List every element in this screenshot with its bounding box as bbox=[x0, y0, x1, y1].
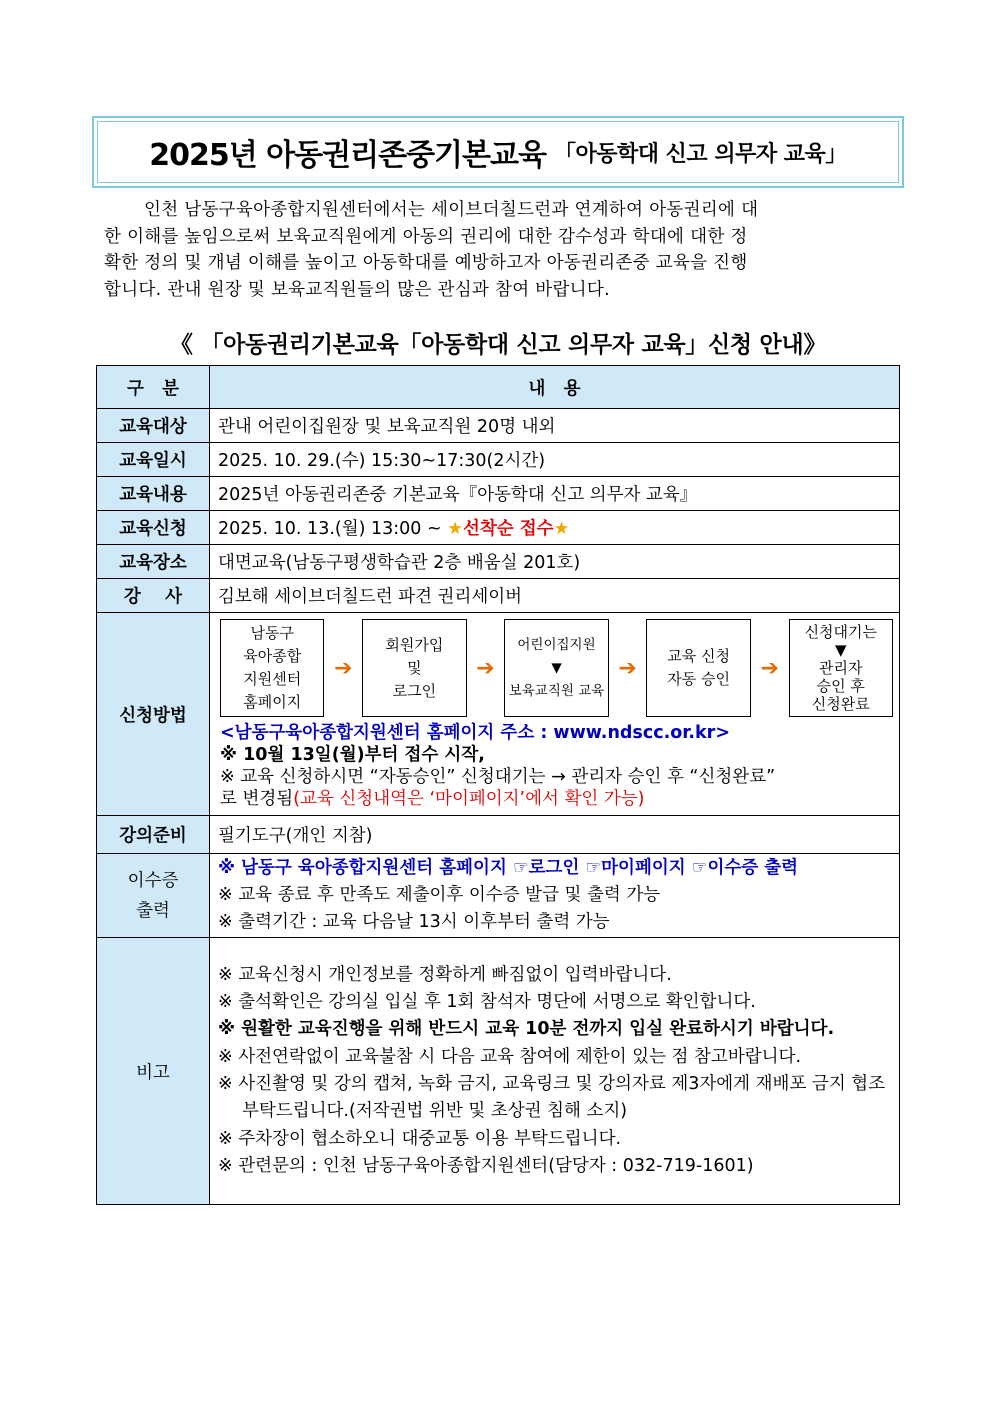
row-label-method: 신청방법 bbox=[97, 613, 210, 816]
note-text-red: (교육 신청내역은 ‘마이페이지’에서 확인 가능) bbox=[293, 789, 645, 809]
remark-item: ※ 주차장이 협소하오니 대중교통 이용 부탁드립니다. bbox=[218, 1128, 622, 1149]
flow-text: 자동 승인 bbox=[667, 670, 731, 688]
row-label-prep: 강의준비 bbox=[97, 816, 210, 854]
first-come-label: 선착순 접수 bbox=[462, 519, 554, 539]
arrow-right-icon: ➔ bbox=[760, 655, 779, 681]
table-row bbox=[97, 579, 900, 613]
intro-line: 한 이해를 높임으로써 보육교직원에게 아동의 권리에 대한 감수성과 학대에 대한 정 bbox=[104, 226, 748, 247]
arrow-right-icon: ➔ bbox=[476, 655, 495, 681]
row-value-certificate bbox=[210, 854, 900, 938]
flow-text: 교육 신청 bbox=[667, 647, 731, 665]
table-row bbox=[97, 854, 900, 938]
star-icon: ★ bbox=[447, 519, 463, 539]
remark-item: ※ 출석확인은 강의실 입실 후 1회 참석자 명단에 서명으로 확인합니다. bbox=[218, 992, 756, 1013]
row-label-content: 교육내용 bbox=[97, 477, 210, 511]
start-notice: ※ 10월 13일(월)부터 접수 시작, bbox=[220, 745, 485, 765]
row-label-apply: 교육신청 bbox=[97, 511, 210, 545]
intro-paragraph bbox=[104, 197, 890, 303]
flow-step-complete bbox=[789, 619, 893, 717]
apply-date: 2025. 10. 13.(월) 13:00 ~ bbox=[218, 519, 448, 539]
down-triangle-icon: ▼ bbox=[835, 641, 847, 659]
row-value-remarks bbox=[210, 938, 900, 1205]
down-triangle-icon: ▼ bbox=[551, 659, 562, 676]
row-value-target: 관내 어린이집원장 및 보육교직원 20명 내외 bbox=[210, 409, 900, 443]
arrow-right-icon: ➔ bbox=[618, 655, 637, 681]
row-value-instructor: 김보해 세이브더칠드런 파견 권리세이버 bbox=[210, 579, 900, 613]
row-label-place: 교육장소 bbox=[97, 545, 210, 579]
flow-text: 보육교직원 교육 bbox=[508, 682, 605, 699]
remark-item: ※ 원활한 교육진행을 위해 반드시 교육 10분 전까지 입실 완료하시기 바랍니다. bbox=[218, 1019, 835, 1040]
header-category: 구 분 bbox=[97, 366, 210, 409]
star-icon: ★ bbox=[553, 519, 570, 539]
page-title: 2025년 아동권리존중기본교육 bbox=[149, 138, 546, 173]
intro-line: 확한 정의 및 개념 이해를 높이고 아동학대를 예방하고자 아동권리존중 교육을 진행 bbox=[104, 253, 748, 273]
row-label-instructor: 강 사 bbox=[97, 579, 210, 613]
info-table bbox=[96, 365, 900, 1205]
row-value-datetime: 2025. 10. 29.(수) 15:30~17:30(2시간) bbox=[210, 443, 900, 477]
flow-step-menu bbox=[504, 619, 608, 717]
flow-text: 어린이집지원 bbox=[517, 636, 596, 653]
flow-step-homepage bbox=[220, 619, 324, 717]
row-value-content: 2025년 아동권리존중 기본교육『아동학대 신고 의무자 교육』 bbox=[210, 477, 900, 511]
page-subtitle: 「아동학대 신고 의무자 교육」 bbox=[553, 141, 847, 167]
flow-text: 회원가입 bbox=[385, 635, 444, 654]
flow-text: 신청완료 bbox=[811, 695, 870, 713]
row-value-place: 대면교육(남동구평생학습관 2층 배움실 201호) bbox=[210, 545, 900, 579]
flow-text: 육아종합 bbox=[243, 647, 302, 665]
flow-text: 관리자 bbox=[819, 659, 863, 677]
row-label-remarks: 비고 bbox=[97, 938, 210, 1205]
certificate-line: ※ 교육 종료 후 만족도 제출이후 이수증 발급 및 출력 가능 bbox=[218, 885, 661, 905]
table-row bbox=[97, 816, 900, 854]
table-row bbox=[97, 409, 900, 443]
row-value-method bbox=[210, 613, 900, 816]
remark-item: ※ 사진촬영 및 강의 캡쳐, 녹화 금지, 교육링크 및 강의자료 제3자에게 재배포 금지 협조부탁드립니다.(저작권법 위반 및 초상권 침해 소지) bbox=[218, 1074, 886, 1122]
approval-note: ※ 교육 신청하시면 “자동승인” 신청대기는 → 관리자 승인 후 “신청완료” bbox=[220, 767, 776, 787]
certificate-line: ※ 남동구 육아종합지원센터 홈페이지 ☞로그인 ☞마이페이지 ☞이수증 출력 bbox=[218, 858, 799, 878]
table-row bbox=[97, 511, 900, 545]
row-value-prep: 필기도구(개인 지참) bbox=[210, 816, 900, 854]
table-row bbox=[97, 938, 900, 1205]
approval-note-2 bbox=[220, 788, 893, 810]
table-header-row bbox=[97, 366, 900, 409]
flow-text: 승인 후 bbox=[816, 677, 865, 695]
remark-item: ※ 교육신청시 개인정보를 정확하게 빠짐없이 입력바랍니다. bbox=[218, 964, 672, 985]
label-line: 이수증 bbox=[127, 870, 179, 891]
table-row bbox=[97, 545, 900, 579]
flow-text: 홈페이지 bbox=[243, 693, 302, 711]
flow-text: 지원센터 bbox=[243, 670, 302, 688]
table-row bbox=[97, 443, 900, 477]
method-notes bbox=[220, 722, 893, 814]
remark-item: ※ 관련문의 : 인천 남동구육아종합지원센터(담당자 : 032-719-1601) bbox=[218, 1155, 754, 1176]
row-label-certificate bbox=[97, 854, 210, 938]
homepage-address: <남동구육아종합지원센터 홈페이지 주소 : www.ndscc.or.kr> bbox=[220, 723, 730, 743]
section-title: 《 「아동권리기본교육「아동학대 신고 의무자 교육」신청 안내》 bbox=[169, 332, 827, 358]
flow-text: 신청대기는 bbox=[804, 623, 878, 641]
flow-step-login bbox=[362, 619, 466, 717]
flow-text: 로그인 bbox=[392, 681, 437, 700]
title-box bbox=[92, 116, 904, 188]
intro-line: 인천 남동구육아종합지원센터에서는 세이브더칠드런과 연계하여 아동권리에 대 bbox=[144, 200, 759, 220]
flow-text: 및 bbox=[407, 658, 422, 677]
row-label-target: 교육대상 bbox=[97, 409, 210, 443]
flow-step-auto-approve bbox=[646, 619, 750, 717]
row-label-datetime: 교육일시 bbox=[97, 443, 210, 477]
remarks-list bbox=[218, 962, 891, 1180]
remark-item: ※ 사전연락없이 교육불참 시 다음 교육 참여에 제한이 있는 점 참고바랍니다. bbox=[218, 1046, 802, 1067]
note-text: 로 변경됨 bbox=[220, 789, 294, 809]
title-inner bbox=[97, 121, 899, 183]
certificate-line: ※ 출력기간 : 교육 다음날 13시 이후부터 출력 가능 bbox=[218, 912, 610, 932]
intro-line: 합니다. 관내 원장 및 보육교직원들의 많은 관심과 참여 바랍니다. bbox=[104, 279, 610, 300]
label-line: 출력 bbox=[136, 900, 170, 921]
application-flow bbox=[220, 618, 893, 718]
table-row bbox=[97, 613, 900, 816]
header-content: 내 용 bbox=[210, 366, 900, 409]
arrow-right-icon: ➔ bbox=[334, 655, 353, 681]
table-row bbox=[97, 477, 900, 511]
flow-text: 남동구 bbox=[250, 624, 294, 642]
row-value-apply bbox=[210, 511, 900, 545]
